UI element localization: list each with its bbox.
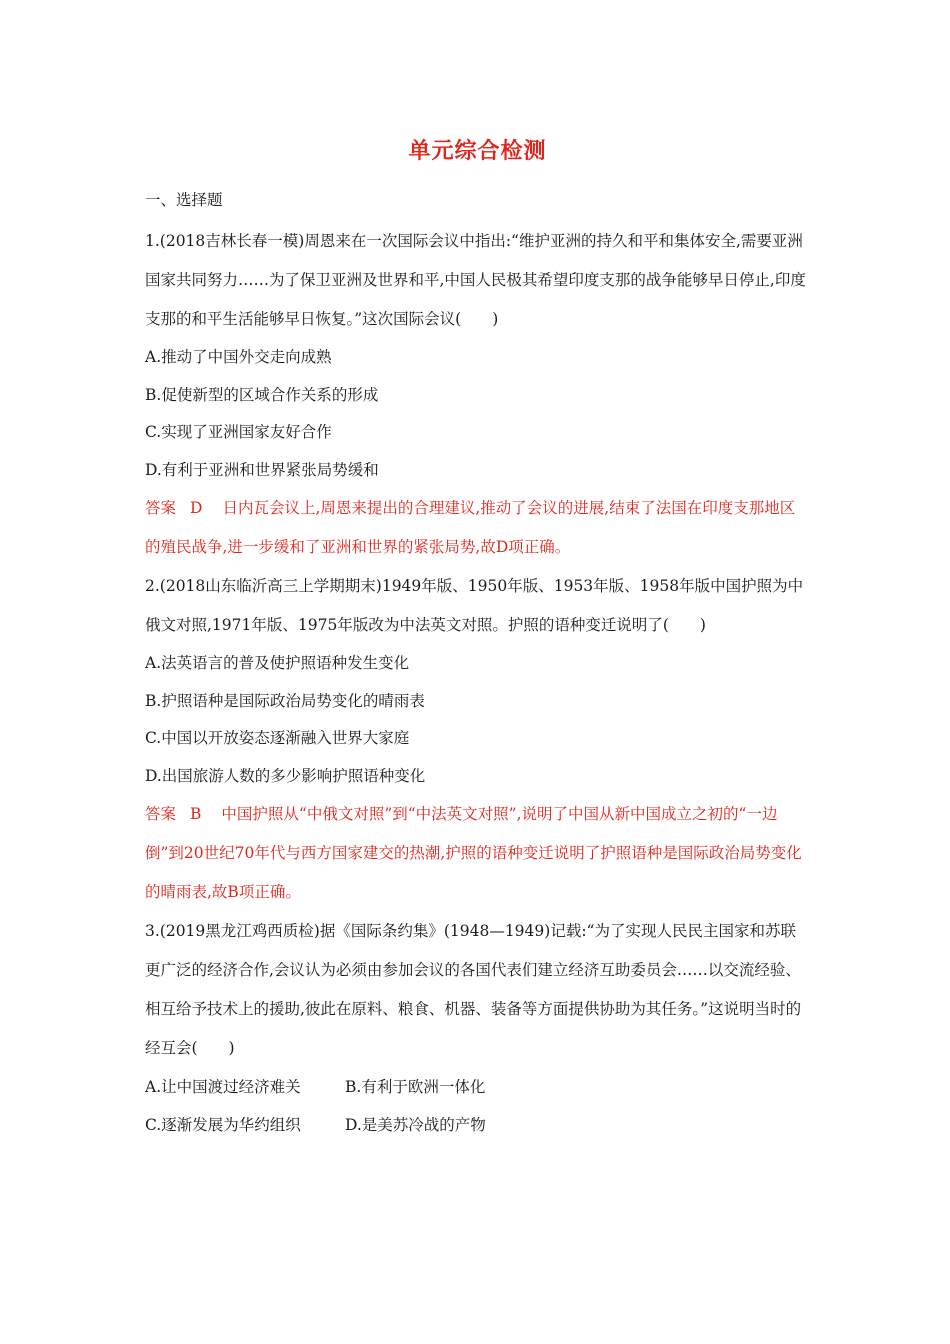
question-1-option-a: A.推动了中国外交走向成熟 [145, 348, 332, 366]
question-3-options-row-1 [145, 1068, 810, 1106]
answer-letter: B [190, 805, 202, 823]
question-3-options-row-2 [145, 1106, 810, 1144]
answer-label: 答案 [145, 805, 177, 823]
question-2-option-a: A.法英语言的普及使护照语种发生变化 [145, 654, 410, 672]
question-1-option-c: C.实现了亚洲国家友好合作 [145, 423, 332, 441]
question-2-option-d: D.出国旅游人数的多少影响护照语种变化 [145, 766, 426, 785]
question-1-option-d: D.有利于亚洲和世界紧张局势缓和 [145, 460, 379, 479]
document-page [145, 134, 810, 1144]
question-3-stem: 3.(2019黑龙江鸡西质检)据《国际条约集》(1948—1949)记载:“为了实现人民民主国家和苏联更广泛的经济合作,会议认为必须由参加会议的各国代表们建立经济互助委员会……以交流经验、相互给予技术上的援助,彼此在原料、粮食、机器、装备等方面提供协助为其任务。”这说明当时的经互会( ) [145, 922, 802, 1057]
answer-explanation: 日内瓦会议上,周恩来提出的合理建议,推动了会议的进展,结束了法国在印度支那地区的殖民战争,进一步缓和了亚洲和世界的紧张局势,故D项正确。 [145, 499, 796, 556]
question-3-option-c: C.逐渐发展为华约组织 [145, 1116, 301, 1134]
question-2-stem: 2.(2018山东临沂高三上学期期末)1949年版、1950年版、1953年版、1958年版中国护照为中俄文对照,1971年版、1975年版改为中法英文对照。护照的语种变迁说明了( ) [145, 577, 804, 634]
question-1-stem: 1.(2018吉林长春一模)周恩来在一次国际会议中指出:“维护亚洲的持久和平和集体安全,需要亚洲国家共同努力……为了保卫亚洲及世界和平,中国人民极其希望印度支那的战争能够早日停止,印度支那的和平生活能够早日恢复。”这次国际会议( ) [145, 232, 806, 328]
question-3-option-d: D.是美苏冷战的产物 [345, 1116, 486, 1134]
question-1-option-b: B.促使新型的区域合作关系的形成 [145, 385, 379, 404]
answer-label: 答案 [145, 499, 177, 517]
document-title: 单元综合检测 [408, 139, 547, 164]
question-3-option-b: B.有利于欧洲一体化 [345, 1078, 486, 1096]
section-heading: 一、选择题 [145, 191, 223, 209]
question-2-answer [145, 795, 810, 912]
answer-letter: D [190, 499, 203, 517]
answer-explanation: 中国护照从“中俄文对照”到“中法英文对照”,说明了中国从新中国成立之初的“一边倒”到20世纪70年代与西方国家建交的热潮,护照的语种变迁说明了护照语种是国际政治局势变化的晴雨表,故B项正确。 [145, 805, 802, 901]
question-3-option-a: A.让中国渡过经济难关 [145, 1078, 301, 1096]
question-1-answer [145, 489, 810, 567]
question-2-option-b: B.护照语种是国际政治局势变化的晴雨表 [145, 691, 425, 710]
question-2-option-c: C.中国以开放姿态逐渐融入世界大家庭 [145, 729, 410, 747]
